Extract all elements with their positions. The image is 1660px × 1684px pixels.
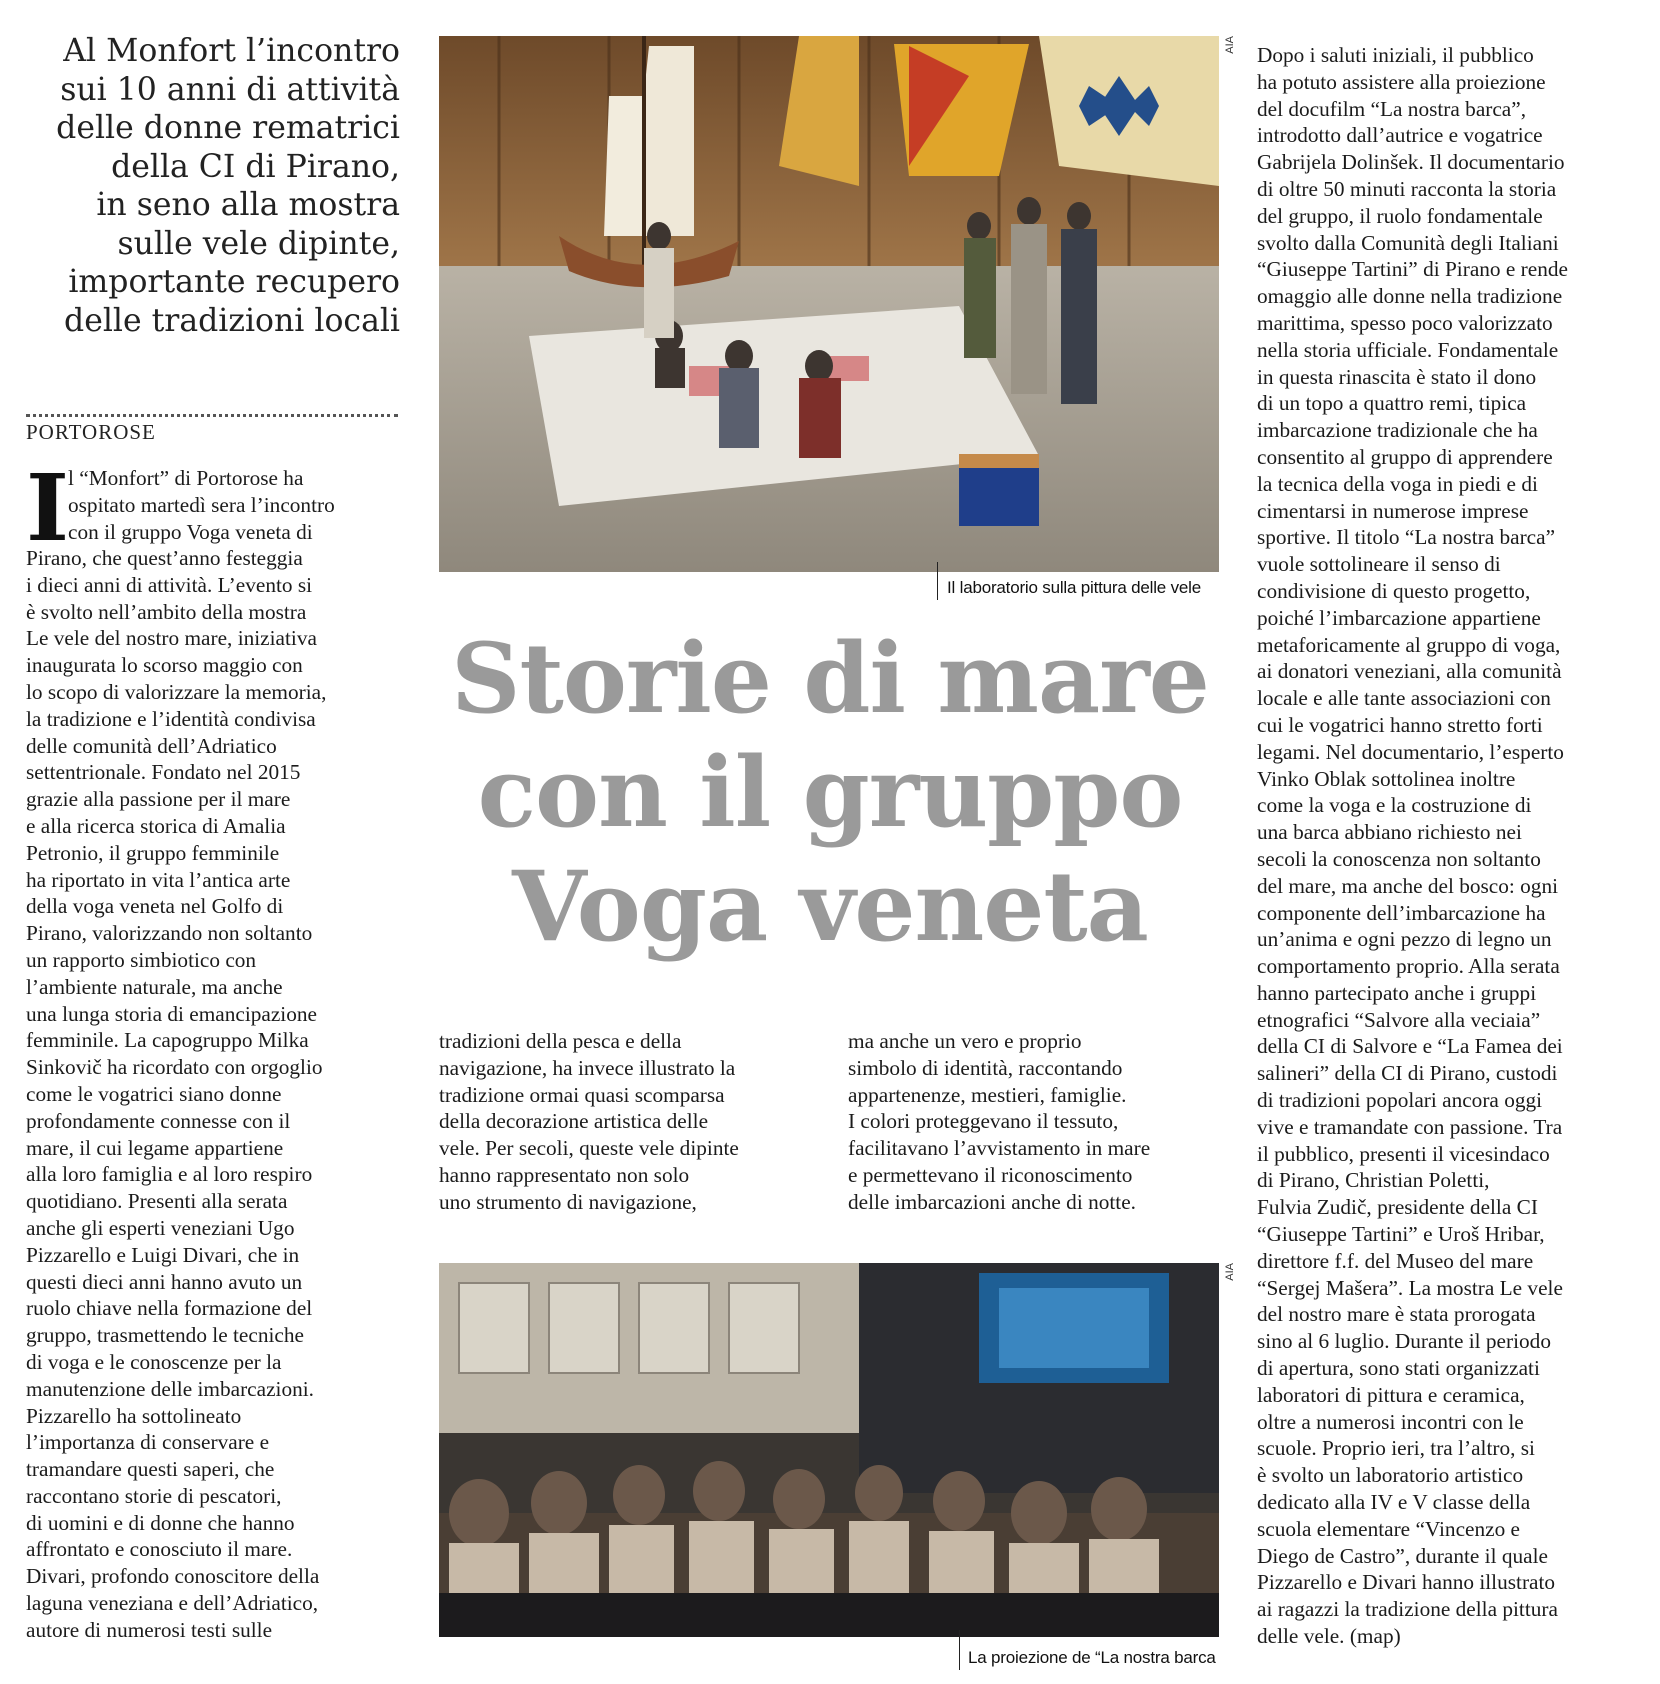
photo-sail-workshop <box>439 36 1219 572</box>
body-column-4: Dopo i saluti iniziali, il pubblico ha potuto assistere alla proiezione del docufilm “La nostra barca”, introdotto dall’autrice e vogatrice Gabrijela Dolinšek. Il documentario di oltre 50 minuti racconta la storia del gruppo, il ruolo fondamentale svolto dalla Comunità degli Italiani “Giuseppe Tartini” di Pirano e rende omaggio alle donne nella tradizione marittima, spesso poco valorizzato nella storia ufficiale. Fondamentale in questa rinascita è stato il dono di un topo a quattro remi, tipica imbarcazione tradizionale che ha consentito al gruppo di apprendere la tecnica della voga in piedi e di cimentarsi in numerose imprese sportive. Il titolo “La nostra barca” vuole sottolineare il senso di condivisione di questo progetto, poiché l’imbarcazione appartiene metaforicamente al gruppo di voga, ai donatori veneziani, alla comunità locale e alle tante associazioni con cui le vogatrici hanno stretto forti legami. Nel documentario, l’esperto Vinko Oblak sottolinea inoltre come la voga e la costruzione di una barca abbiano richiesto nei secoli la conoscenza non soltanto del mare, ma anche del bosco: ogni componente dell’imbarcazione ha un’anima e ogni pezzo di legno un comportamento proprio. Alla serata hanno partecipato anche i gruppi etnografici “Salvore alla veciaia” della CI di Salvore e “La Famea dei salineri” della CI di Pirano, custodi di tradizioni popolari ancora oggi vive e tramandate con passione. Tra il pubblico, presenti il vicesindaco di Pirano, Christian Poletti, Fulvia Zudič, presidente della CI “Giuseppe Tartini” e Uroš Hribar, direttore f.f. del Museo del mare “Sergej Mašera”. La mostra Le vele del nostro mare è stata prorogata sino al 6 luglio. Durante il periodo di apertura, sono stati organizzati laboratori di pittura e ceramica, oltre a numerosi incontri con le scuole. Proprio ieri, tra l’altro, si è svolto un laboratorio artistico dedicato alla IV e V classe della scuola elementare “Vincenzo e Diego de Castro”, durante il quale Pizzarello e Divari hanno illustrato ai ragazzi la tradizione della pittura delle vele. (map) <box>1257 43 1568 1649</box>
dateline: PORTOROSE <box>26 420 156 444</box>
photo-sail-workshop-illustration <box>439 36 1219 572</box>
article-kicker: Al Monfort l’incontro sui 10 anni di attività delle donne rematrici della CI di Pirano, in seno alla mostra sulle vele dipinte, importante recupero delle tradizioni locali <box>56 33 400 339</box>
photo-film-projection-illustration <box>439 1263 1219 1637</box>
headline: Storie di mare con il gruppo Voga veneta <box>451 622 1209 963</box>
body-column-2: tradizioni della pesca e della navigazione, ha invece illustrato la tradizione ormai quasi scomparsa della decorazione artistica delle vele. Per secoli, queste vele dipinte hanno rappresentato non solo uno strumento di navigazione, <box>439 1029 739 1214</box>
body-column-1-lead: l “Monfort” di Portorose ha ospitato martedì sera l’incontro con il gruppo Voga veneta di <box>68 466 335 544</box>
photo-credit: AIA <box>1224 1263 1236 1281</box>
drop-cap: I <box>26 454 70 562</box>
photo-caption-1: Il laboratorio sulla pittura delle vele <box>947 578 1201 597</box>
body-column-1: Pirano, che quest’anno festeggia i dieci anni di attività. L’evento si è svolto nell’ambito della mostra Le vele del nostro mare, iniziativa inaugurata lo scorso maggio con lo scopo di valorizzare la memoria, la tradizione e l’identità condivisa delle comunità dell’Adriatico settentrionale. Fondato nel 2015 grazie alla passione per il mare e alla ricerca storica di Amalia Petronio, il gruppo femminile ha riportato in vita l’antica arte della voga veneta nel Golfo di Pirano, valorizzando non soltanto un rapporto simbiotico con l’ambiente naturale, ma anche una lunga storia di emancipazione femminile. La capogruppo Milka Sinkovič ha ricordato con orgoglio come le vogatrici siano donne profondamente connesse con il mare, il cui legame appartiene alla loro famiglia e al loro respiro quotidiano. Presenti alla serata anche gli esperti veneziani Ugo Pizzarello e Luigi Divari, che in questi dieci anni hanno avuto un ruolo chiave nella formazione del gruppo, trasmettendo le tecniche di voga e le conoscenze per la manutenzione delle imbarcazioni. Pizzarello ha sottolineato l’importanza di conservare e tramandare questi saperi, che raccontano storie di pescatori, di uomini e di donne che hanno affrontato e conosciuto il mare. Divari, profondo conoscitore della laguna veneziana e dell’Adriatico, autore di numerosi testi sulle <box>26 546 327 1642</box>
dotted-divider <box>26 414 398 417</box>
photo-film-projection <box>439 1263 1219 1637</box>
photo-credit: AIA <box>1224 36 1236 54</box>
body-column-3: ma anche un vero e proprio simbolo di identità, raccontando appartenenze, mestieri, famiglie. I colori proteggevano il tessuto, facilitavano l’avvistamento in mare e permettevano il riconoscimento delle imbarcazioni anche di notte. <box>848 1029 1151 1214</box>
caption-rule <box>959 1630 960 1670</box>
caption-rule <box>937 562 938 600</box>
photo-caption-2: La proiezione de “La nostra barca <box>968 1648 1216 1667</box>
